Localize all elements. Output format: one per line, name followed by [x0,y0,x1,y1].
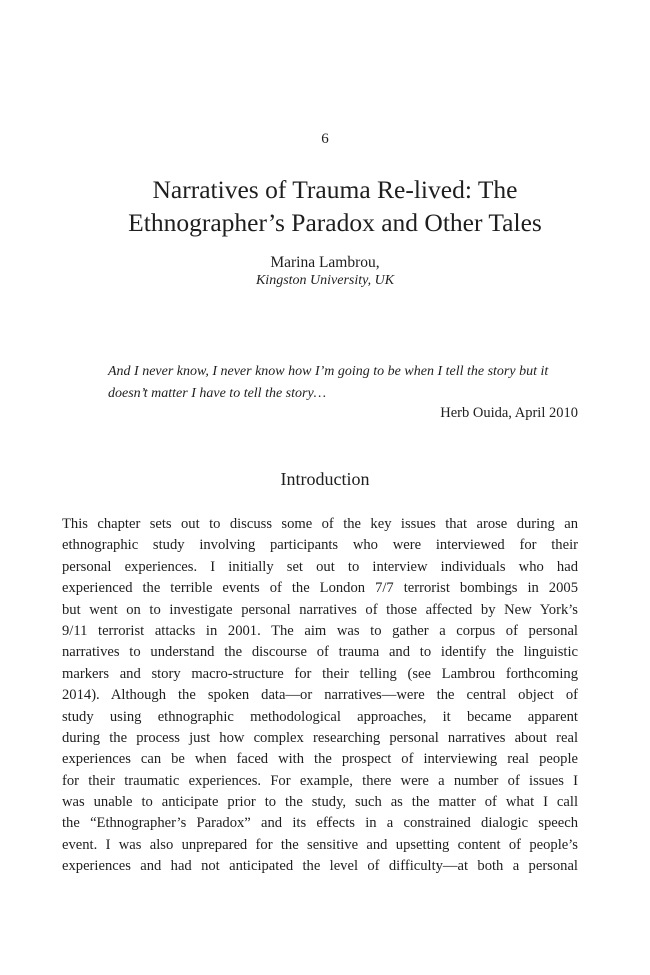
chapter-title-line: Ethnographer’s Paradox and Other Tales [128,208,542,237]
body-line: but went on to investigate personal narratives of those affected by New York’s [62,601,578,618]
epigraph-quote [108,361,578,405]
epigraph-attribution: Herb Ouida, April 2010 [440,405,578,421]
body-line: markers and story macro-structure for their telling (see Lambrou forthcoming [62,665,578,682]
body-line: personal experiences. I initially set out to interview individuals who had [62,558,578,575]
chapter-title [60,173,610,239]
chapter-title-line: Narratives of Trauma Re-lived: The [152,175,518,204]
body-line: experiences and had not anticipated the level of difficulty—at both a personal [62,858,578,875]
body-line: study using ethnographic methodological approaches, it became apparent [62,708,578,725]
body-line: narratives to understand the discourse of trauma and to identify the linguistic [62,644,578,661]
epigraph-line: And I never know, I never know how I’m going to be when I tell the story but it [108,364,549,379]
body-line: event. I was also unprepared for the sensitive and upsetting content of people’s [62,836,578,853]
body-line: This chapter sets out to discuss some of the key issues that arose during an [62,516,578,532]
body-line: during the process just how complex researching personal narratives about real [62,729,578,746]
body-line: ethnographic study involving participants who were interviewed for their [62,537,578,554]
chapter-number: 6 [321,131,329,147]
author-affiliation: Kingston University, UK [255,273,395,288]
author-name: Marina Lambrou, [270,254,380,271]
section-heading: Introduction [280,469,370,489]
body-line: 9/11 terrorist attacks in 2001. The aim was to gather a corpus of personal [62,622,578,639]
body-line: 2014). Although the spoken data—or narratives—were the central object of [62,687,578,704]
epigraph-line: doesn’t matter I have to tell the story… [108,386,327,401]
body-line: experiences can be when faced with the prospect of interviewing real people [62,751,578,768]
body-paragraph [62,514,578,878]
body-line: for their traumatic experiences. For example, there were a number of issues I [62,772,578,789]
body-line: experienced the terrible events of the London 7/7 terrorist bombings in 2005 [62,580,578,597]
body-line: the “Ethnographer’s Paradox” and its effects in a constrained dialogic speech [62,815,578,832]
body-line: was unable to anticipate prior to the study, such as the matter of what I call [62,794,578,811]
